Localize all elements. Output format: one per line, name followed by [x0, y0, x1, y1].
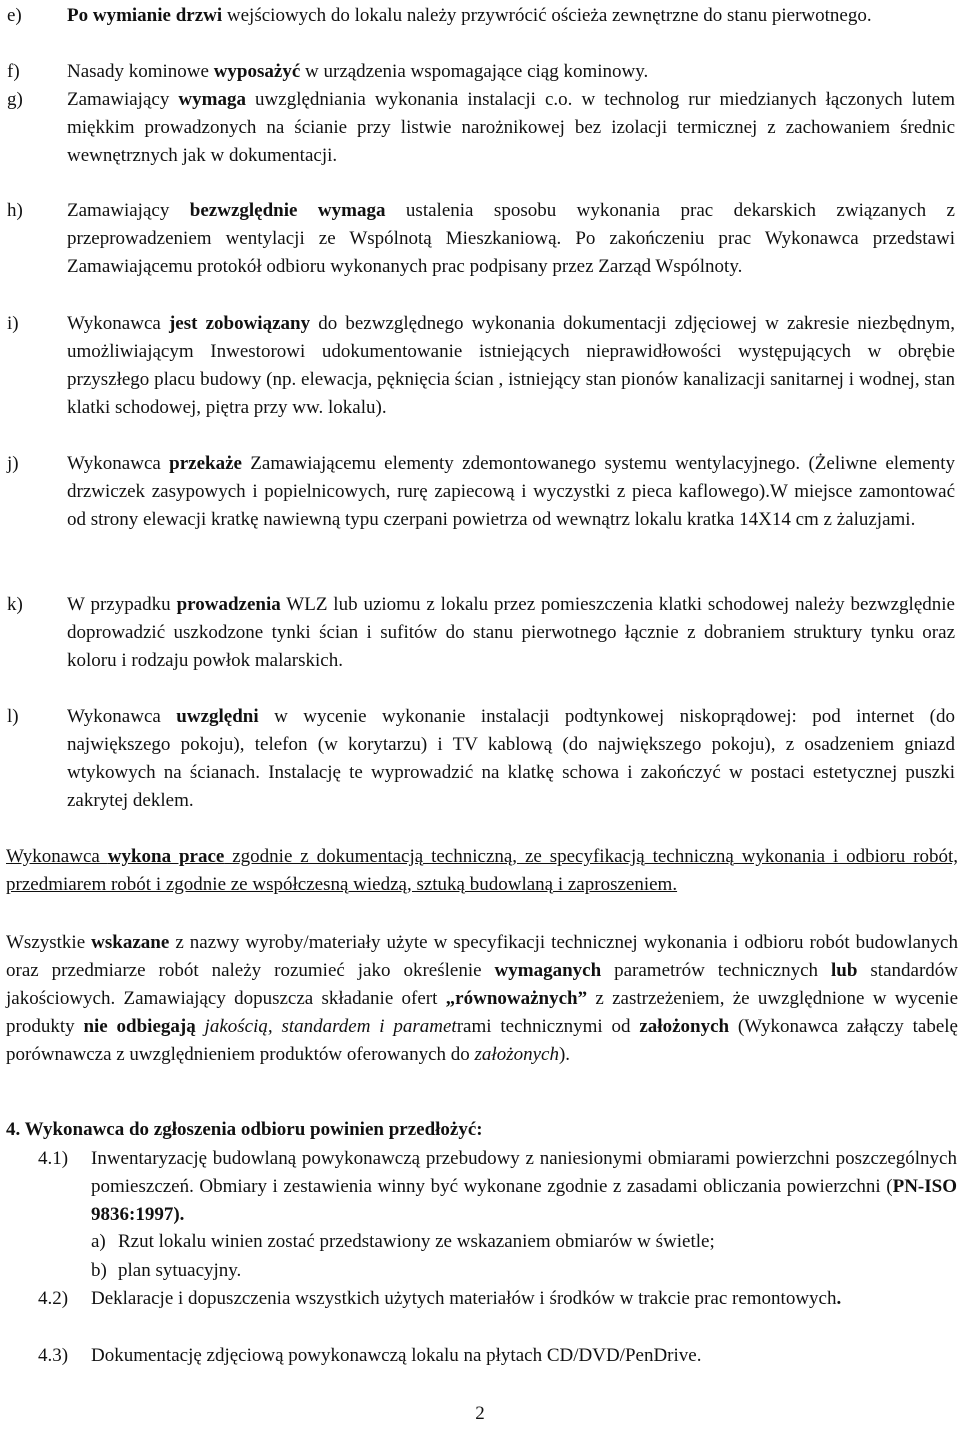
section-4-heading: 4. Wykonawca do zgłoszenia odbioru powinien przedłożyć:	[6, 1119, 483, 1140]
list-item-e	[7, 2, 955, 30]
text-run: Deklaracje i dopuszczenia wszystkich użytych materiałów i środków w trakcie prac remontowych	[91, 1288, 837, 1309]
list-item-f	[7, 58, 955, 86]
text-run: „równoważnych”	[445, 988, 588, 1009]
text-run: uwzględniania wykonania instalacji c.o. w technolog rur miedzianych łączonych lutem miękkim prowadzonych na ścianie przy listwie narożnikowej bez izolacji termicznej z zachowaniem średnic wewnętrznych jak w dokumentacji.	[67, 89, 955, 166]
text-run: ).	[558, 1044, 571, 1065]
text-run: PN-ISO 9836:1997).	[91, 1176, 957, 1225]
text-run: Zamawiający	[67, 200, 190, 221]
list-item-l	[7, 703, 955, 815]
text-run: ustalenia sposobu wykonania prac dekarskich związanych z przeprowadzeniem wentylacji ze Wspólnotą Mieszkaniową. Po zakończeniu prac Wykonawca przedstawi Zamawiającemu protokół odbioru wykonanych prac podpisany przez Zarząd Wspólnoty.	[67, 200, 955, 277]
list-text	[67, 58, 955, 86]
text-run: wskazane	[91, 932, 170, 953]
list-label: l)	[7, 706, 19, 727]
list-label: e)	[7, 5, 22, 26]
text-run: Po wymianie drzwi	[67, 5, 223, 26]
list-label: g)	[7, 89, 23, 110]
list-text	[67, 2, 955, 30]
point-text: Rzut lokalu winien zostać przedstawiony ze wskazaniem obmiarów w świetle;	[118, 1231, 715, 1252]
list-item-g	[7, 86, 955, 170]
text-run: Zamawiający	[67, 89, 179, 110]
list-text	[67, 197, 955, 281]
text-run	[196, 1016, 205, 1037]
section-4-1-point-b	[91, 1257, 938, 1285]
sub-label: 4.2)	[38, 1288, 69, 1309]
list-text	[67, 86, 955, 170]
text-run: Wykonawca	[67, 453, 170, 474]
sub-text	[91, 1288, 841, 1309]
section-4-1	[38, 1145, 957, 1229]
text-run: W przypadku	[67, 594, 177, 615]
text-run: Wykonawca	[6, 846, 108, 867]
text-run: parametrów technicznych	[601, 960, 832, 981]
list-text	[67, 591, 955, 675]
sub-text	[91, 1345, 701, 1366]
text-run: przekaże	[169, 453, 242, 474]
text-run: WLZ lub uziomu z lokalu przez pomieszczenia klatki schodowej należy bezwzględnie doprowadzić uszkodzone tynki ścian i sufitów do stanu pierwotnego łącznie z dobraniem struktury tynku oraz koloru i rodzaju powłok malarskich.	[67, 594, 955, 671]
text-run: Dokumentację zdjęciową powykonawczą lokalu na płytach CD/DVD/PenDrive.	[91, 1345, 702, 1366]
section-4-2	[38, 1285, 957, 1313]
text-run: w urządzenia wspomagające ciąg kominowy.	[300, 61, 649, 82]
text-run: z zastrzeżeniem, że uwzględnione w wycenie produkty	[6, 988, 958, 1037]
list-label: j)	[7, 453, 19, 474]
text-run: rami technicznymi od	[456, 1016, 640, 1037]
page-number: 2	[475, 1403, 485, 1424]
point-label: b)	[91, 1260, 107, 1281]
sub-text	[91, 1148, 957, 1225]
text-run: założonych	[474, 1044, 559, 1065]
text-run: prowadzenia	[176, 594, 281, 615]
list-item-i	[7, 310, 955, 422]
list-item-j	[7, 450, 955, 534]
sub-label: 4.1)	[38, 1148, 69, 1169]
text-run: zgodnie z dokumentacją techniczną, ze specyfikacją techniczną wykonania i odbioru robót, przedmiarem robót i zgodnie ze współczesną wiedzą, sztuką budowlaną i zaproszeniem.	[6, 846, 958, 895]
materials-equivalence-paragraph	[6, 929, 958, 1069]
section-4-3	[38, 1342, 957, 1370]
text-run: wymaga	[178, 89, 246, 110]
list-label: h)	[7, 200, 23, 221]
text-run: nie odbiegają	[83, 1016, 196, 1037]
list-text	[67, 703, 955, 815]
point-text: plan sytuacyjny.	[118, 1260, 242, 1281]
list-text	[67, 450, 955, 534]
list-text	[67, 310, 955, 422]
text-run: wykona prace	[107, 846, 225, 867]
text-run: Wykonawca	[67, 706, 177, 727]
text-run: założonych	[639, 1016, 730, 1037]
contractor-scope-paragraph	[6, 843, 958, 899]
text-run: lub	[831, 960, 858, 981]
text-run: Zamawiającemu elementy zdemontowanego systemu wentylacyjnego. (Żeliwne elementy drzwiczek zasypowych i popielnicowych, rurę zapiecową i wyczystki z pieca kaflowego).W miejsce zamontować od strony elewacji kratkę nawiewną typu czerpani powietrza od wewnątrz lokalu kratka 14X14 cm z żaluzjami.	[67, 453, 955, 530]
list-label: k)	[7, 594, 23, 615]
point-label: a)	[91, 1231, 106, 1252]
text-run: Inwentaryzację budowlaną powykonawczą przebudowy z naniesionymi obmiarami powierzchni poszczególnych pomieszczeń. Obmiary i zestawienia winny być wykonane zgodnie z zasadami obliczania powierzchni (	[91, 1148, 957, 1197]
text-run: wymaganych	[494, 960, 602, 981]
text-run: do bezwzględnego wykonania dokumentacji zdjęciowej w zakresie niezbędnym, umożliwiającym Inwestorowi udokumentowanie istniejących nieprawidłowości występujących w obrębie przyszłego placu budowy (np. elewacja, pęknięcia ścian , istniejący stan pionów kanalizacji sanitarnej i wodnej, stan klatki schodowej, piętra przy ww. lokalu).	[67, 313, 955, 418]
list-label: i)	[7, 313, 19, 334]
text-run: jakością, standardem i paramet	[204, 1016, 457, 1037]
text-run: standardów jakościowych. Zamawiający dopuszcza składanie ofert	[6, 960, 958, 1009]
section-4-1-point-a	[91, 1228, 938, 1256]
list-item-h	[7, 197, 955, 281]
list-item-k	[7, 591, 955, 675]
text-run: Wszystkie	[6, 932, 92, 953]
list-label: f)	[7, 61, 20, 82]
text-run: wyposażyć	[213, 61, 301, 82]
text-run: .	[836, 1288, 842, 1309]
text-run: bezwzględnie wymaga	[189, 200, 386, 221]
text-run: w wycenie wykonanie instalacji podtynkowej niskoprądowej: pod internet (do największego pokoju), telefon (w korytarzu) i TV kablową (do największego pokoju), z osadzeniem gniazd wtykowych na ścianach. Instalację te wyprowadzić na klatkę schowa i zakończyć w postaci estetycznej puszki zakrytej deklem.	[67, 706, 955, 811]
sub-label: 4.3)	[38, 1345, 69, 1366]
text-run: z nazwy wyroby/materiały użyte w specyfikacji technicznej wykonania i odbioru robót budowlanych oraz przedmiarze robót należy rozumieć jako określenie	[6, 932, 958, 981]
text-run: wejściowych do lokalu należy przywrócić ościeża zewnętrzne do stanu pierwotnego.	[222, 5, 872, 26]
text-run: Nasady kominowe	[67, 61, 214, 82]
text-run: Wykonawca	[67, 313, 169, 334]
text-run: jest zobowiązany	[168, 313, 311, 334]
text-run: uwzględni	[176, 706, 259, 727]
text-run: (Wykonawca załączy tabelę porównawcza z uwzględnieniem produktów oferowanych do	[6, 1016, 958, 1065]
